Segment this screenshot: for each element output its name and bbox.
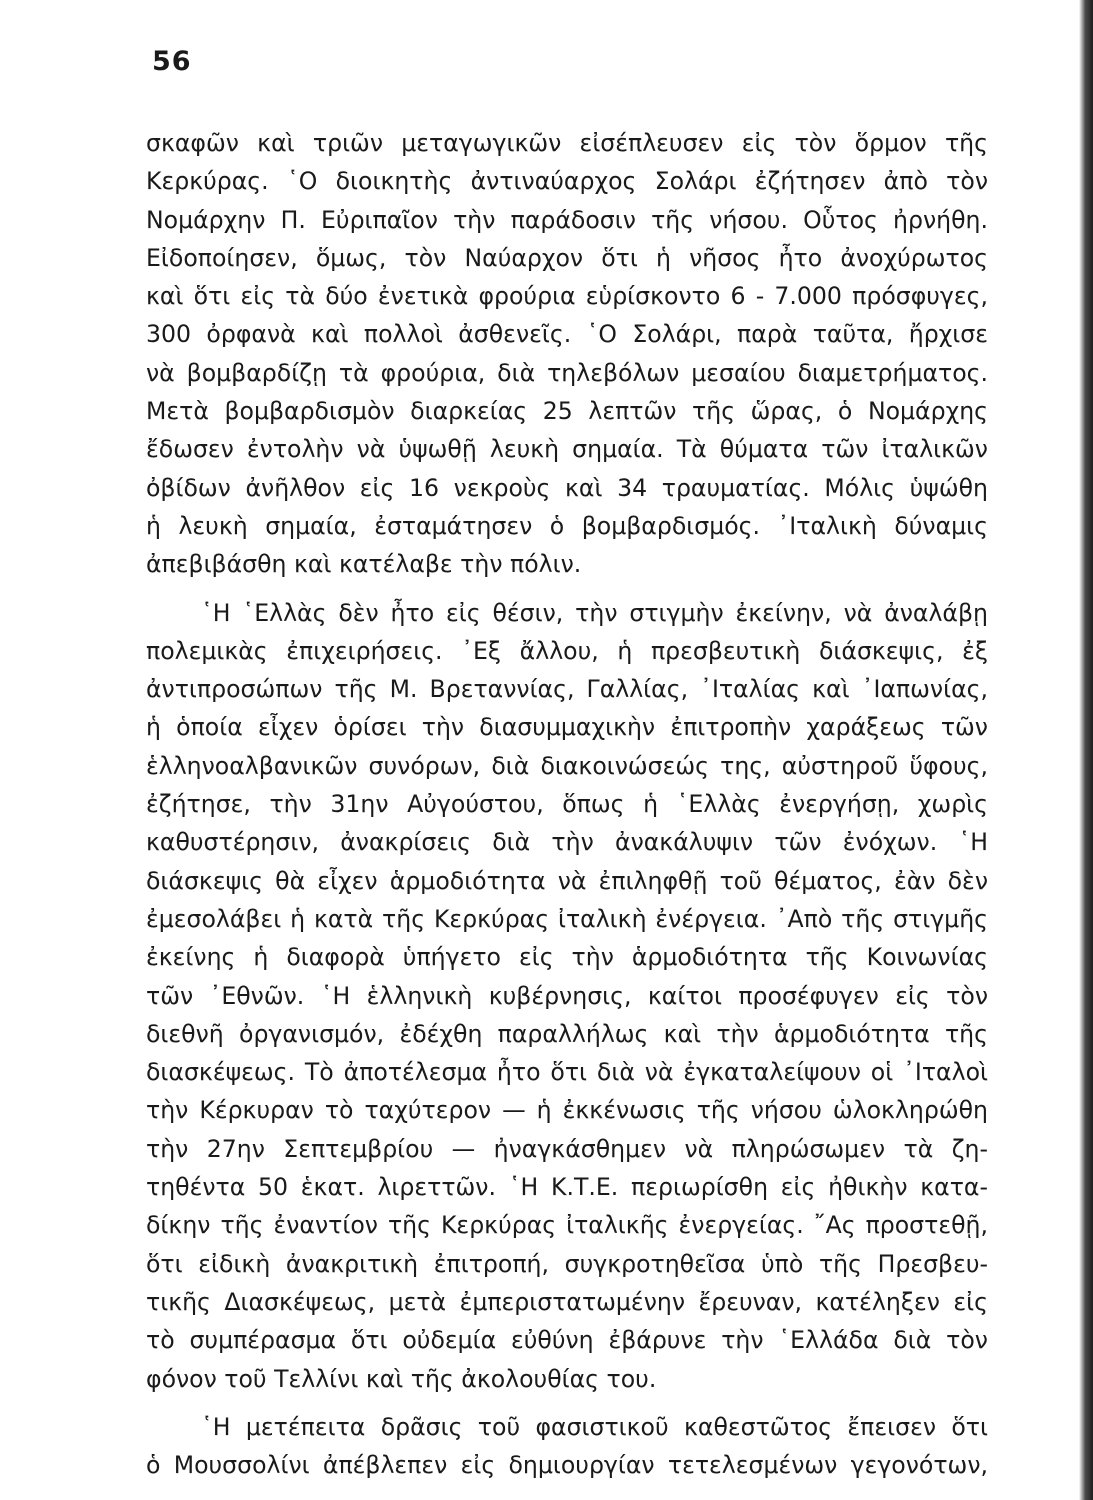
- text-line: ῾Η ῾Ελλὰς δὲν ἦτο εἰς θέσιν, τὴν στιγμὴν ἐκείνην, νὰ ἀναλάβῃ: [201, 598, 988, 627]
- page-number: 56: [152, 46, 192, 77]
- paragraph-gap: [146, 1398, 988, 1408]
- text-line: ἔδωσεν ἐντολὴν νὰ ὑψωθῇ λευκὴ σημαία. Τὰ θύματα τῶν ἰταλικῶν: [146, 435, 988, 464]
- text-line: φόνον τοῦ Τελλίνι καὶ τῆς ἀκολουθίας του.: [146, 1364, 657, 1393]
- paragraph-gap: [146, 584, 988, 594]
- text-line: τικῆς Διασκέψεως, μετὰ ἐμπεριστατωμένην ἔρευναν, κατέληξεν εἰς: [146, 1287, 988, 1316]
- text-line: καὶ ὅτι εἰς τὰ δύο ἐνετικὰ φρούρια εὑρίσκοντο 6 - 7.000 πρόσφυγες,: [146, 282, 988, 311]
- paragraph: [146, 124, 988, 584]
- text-line: ἡ ὁποία εἶχεν ὁρίσει τὴν διασυμμαχικὴν ἐπιτροπὴν χαράξεως τῶν: [146, 713, 988, 742]
- text-line: πολεμικὰς ἐπιχειρήσεις. ᾿Εξ ἄλλου, ἡ πρεσβευτικὴ διάσκεψις, ἐξ: [146, 636, 988, 665]
- text-line: ῾Η μετέπειτα δρᾶσις τοῦ φασιστικοῦ καθεστῶτος ἔπεισεν ὅτι: [201, 1412, 988, 1441]
- text-line: δίκην τῆς ἐναντίον τῆς Κερκύρας ἰταλικῆς ἐνεργείας. ῎Ας προστεθῇ,: [146, 1211, 988, 1240]
- paragraph: [146, 594, 988, 1398]
- text-line: 300 ὀρφανὰ καὶ πολλοὶ ἀσθενεῖς. ῾Ο Σολάρι, παρὰ ταῦτα, ἤρχισε: [146, 320, 988, 349]
- text-line: ἐμεσολάβει ἡ κατὰ τῆς Κερκύρας ἰταλικὴ ἐνέργεια. ᾿Απὸ τῆς στιγμῆς: [146, 904, 988, 933]
- text-line: νὰ βομβαρδίζῃ τὰ φρούρια, διὰ τηλεβόλων μεσαίου διαμετρήματος.: [146, 358, 988, 387]
- text-line: ἐκείνης ἡ διαφορὰ ὑπήγετο εἰς τὴν ἁρμοδιότητα τῆς Κοινωνίας: [146, 943, 988, 972]
- text-line: ἑλληνοαλβανικῶν συνόρων, διὰ διακοινώσεώς της, αὐστηροῦ ὕφους,: [146, 751, 988, 780]
- text-line: τῶν ᾿Εθνῶν. ῾Η ἑλληνικὴ κυβέρνησις, καίτοι προσέφυγεν εἰς τὸν: [146, 981, 988, 1010]
- page-edge-shadow: [1079, 0, 1093, 1500]
- text-line: ἀντιπροσώπων τῆς Μ. Βρεταννίας, Γαλλίας, ᾿Ιταλίας καὶ ᾿Ιαπωνίας,: [146, 675, 988, 704]
- text-line: ἐζήτησε, τὴν 31ην Αὐγούστου, ὅπως ἡ ῾Ελλὰς ἐνεργήσῃ, χωρὶς: [146, 790, 988, 819]
- paragraph: [146, 1408, 988, 1485]
- text-line: Μετὰ βομβαρδισμὸν διαρκείας 25 λεπτῶν τῆς ὥρας, ὁ Νομάρχης: [146, 397, 988, 426]
- text-line: καθυστέρησιν, ἀνακρίσεις διὰ τὴν ἀνακάλυψιν τῶν ἐνόχων. ῾Η: [146, 828, 988, 857]
- text-line: τὸ συμπέρασμα ὅτι οὐδεμία εὐθύνη ἐβάρυνε τὴν ῾Ελλάδα διὰ τὸν: [146, 1326, 988, 1355]
- text-line: Εἰδοποίησεν, ὅμως, τὸν Ναύαρχον ὅτι ἡ νῆσος ἦτο ἀνοχύρωτος: [146, 243, 988, 272]
- text-line: τηθέντα 50 ἑκατ. λιρεττῶν. ῾Η Κ.Τ.Ε. περιωρίσθη εἰς ἠθικὴν κατα-: [146, 1173, 988, 1202]
- text-line: Νομάρχην Π. Εὐριπαῖον τὴν παράδοσιν τῆς νήσου. Οὗτος ἠρνήθη.: [146, 205, 988, 234]
- text-line: τὴν Κέρκυραν τὸ ταχύτερον — ἡ ἐκκένωσις τῆς νήσου ὡλοκληρώθη: [146, 1096, 988, 1125]
- body-text: [146, 124, 988, 1484]
- text-line: διάσκεψις θὰ εἶχεν ἁρμοδιότητα νὰ ἐπιληφθῇ τοῦ θέματος, ἐὰν δὲν: [146, 866, 988, 895]
- text-line: ἀπεβιβάσθη καὶ κατέλαβε τὴν πόλιν.: [146, 550, 582, 579]
- text-line: ἡ λευκὴ σημαία, ἐσταμάτησεν ὁ βομβαρδισμός. ᾿Ιταλικὴ δύναμις: [146, 511, 988, 540]
- text-line: Κερκύρας. ῾Ο διοικητὴς ἀντιναύαρχος Σολάρι ἐζήτησεν ἀπὸ τὸν: [146, 167, 988, 196]
- text-line: ὁ Μουσσολίνι ἀπέβλεπεν εἰς δημιουργίαν τετελεσμένων γεγονότων,: [146, 1451, 988, 1480]
- text-line: διεθνῆ ὀργανισμόν, ἐδέχθη παραλλήλως καὶ τὴν ἁρμοδιότητα τῆς: [146, 1019, 988, 1048]
- text-line: σκαφῶν καὶ τριῶν μεταγωγικῶν εἰσέπλευσεν εἰς τὸν ὅρμον τῆς: [146, 129, 988, 157]
- text-line: διασκέψεως. Τὸ ἀποτέλεσμα ἦτο ὅτι διὰ νὰ ἐγκαταλείψουν οἱ ᾿Ιταλοὶ: [146, 1058, 988, 1087]
- text-line: τὴν 27ην Σεπτεμβρίου — ἠναγκάσθημεν νὰ πληρώσωμεν τὰ ζη-: [146, 1134, 988, 1163]
- text-line: ὅτι εἰδικὴ ἀνακριτικὴ ἐπιτροπή, συγκροτηθεῖσα ὑπὸ τῆς Πρεσβευ-: [146, 1249, 988, 1278]
- text-line: ὀβίδων ἀνῆλθον εἰς 16 νεκροὺς καὶ 34 τραυματίας. Μόλις ὑψώθη: [146, 473, 988, 502]
